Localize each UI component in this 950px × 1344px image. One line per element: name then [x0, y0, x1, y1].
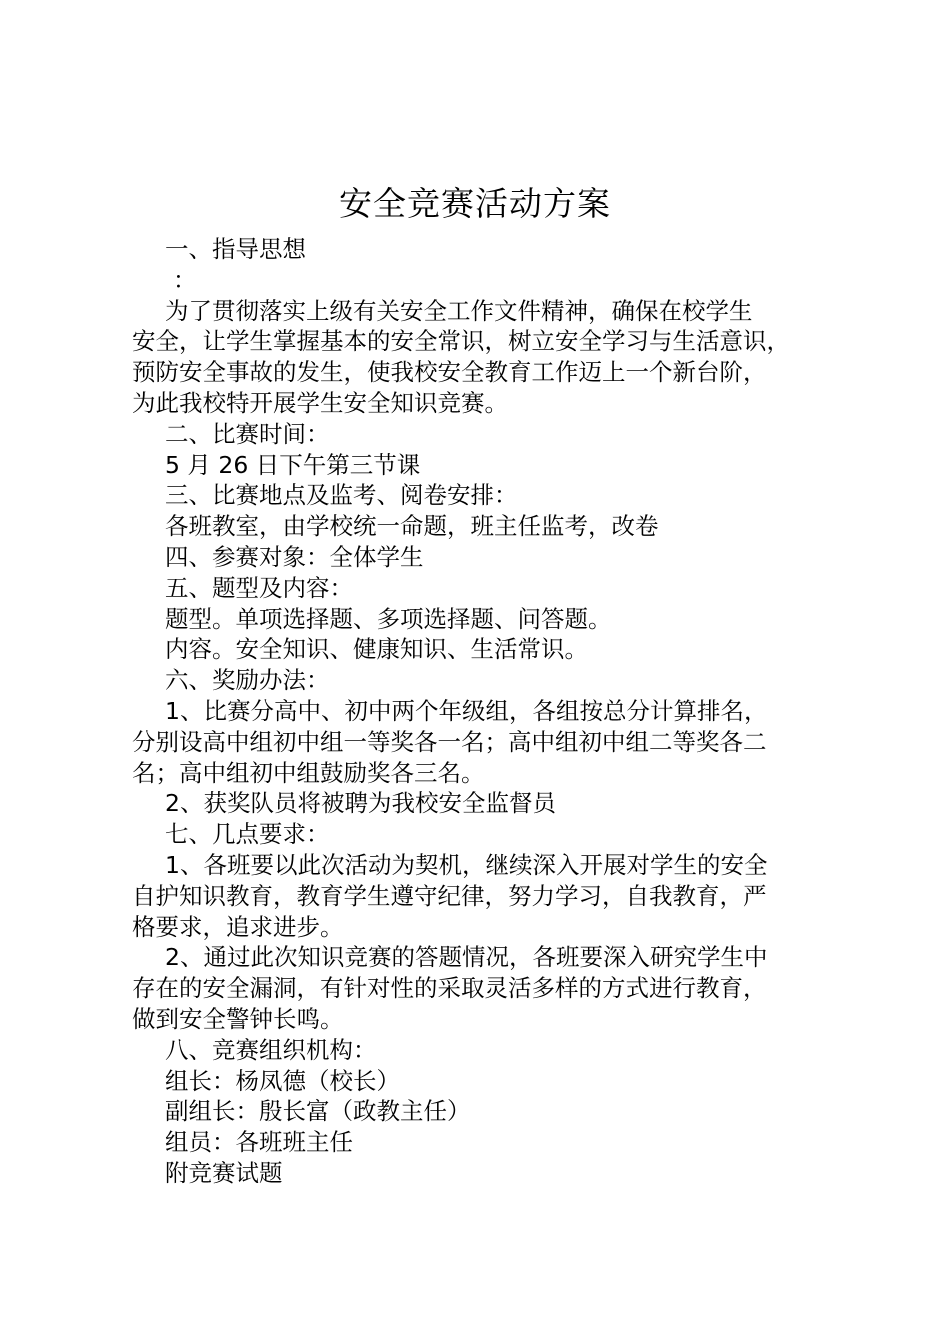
paragraph-line: 格要求，追求进步。 — [132, 912, 344, 941]
paragraph-line: 为此我校特开展学生安全知识竞赛。 — [132, 388, 508, 417]
paragraph-line: 副组长：殷长富（政教主任） — [165, 1097, 471, 1126]
paragraph-line: 5 月 26 日下午第三节课 — [165, 450, 421, 479]
paragraph-line: 三、比赛地点及监考、阅卷安排： — [165, 481, 518, 510]
paragraph-line: 2、通过此次知识竞赛的答题情况，各班要深入研究学生中 — [165, 943, 768, 972]
paragraph-line: 名；高中组初中组鼓励奖各三名。 — [132, 758, 485, 787]
paragraph-line: 组员：各班班主任 — [165, 1128, 353, 1157]
paragraph-line: 各班教室，由学校统一命题，班主任监考，改卷 — [165, 512, 659, 541]
document-title: 安全竞赛活动方案 — [339, 184, 611, 223]
paragraph-line: 做到安全警钟长鸣。 — [132, 1004, 344, 1033]
paragraph-line: 一、指导思想 — [165, 235, 306, 263]
document-body — [132, 234, 852, 1189]
paragraph-line: 四、参赛对象：全体学生 — [165, 542, 424, 571]
paragraph-line: 分别设高中组初中组一等奖各一名；高中组初中组二等奖各二 — [132, 727, 767, 756]
paragraph-line: 存在的安全漏洞，有针对性的采取灵活多样的方式进行教育， — [132, 974, 767, 1003]
paragraph-line: 内容。安全知识、健康知识、生活常识。 — [165, 635, 588, 664]
paragraph-line: 题型。单项选择题、多项选择题、问答题。 — [165, 604, 612, 633]
paragraph-line: 二、比赛时间： — [165, 419, 330, 448]
paragraph-line: ： — [173, 265, 197, 294]
paragraph-line: 七、几点要求： — [165, 820, 330, 849]
paragraph-line: 自护知识教育，教育学生遵守纪律，努力学习，自我教育，严 — [132, 881, 767, 910]
paragraph-line: 八、竞赛组织机构： — [165, 1035, 377, 1064]
paragraph-line: 组长：杨凤德（校长） — [165, 1066, 400, 1095]
paragraph-line: 六、奖励办法： — [165, 666, 330, 695]
paragraph-line: 预防安全事故的发生，使我校安全教育工作迈上一个新台阶， — [132, 358, 767, 387]
paragraph-line: 1、比赛分高中、初中两个年级组，各组按总分计算排名， — [165, 696, 768, 725]
paragraph-line: 2、获奖队员将被聘为我校安全监督员 — [165, 789, 556, 818]
paragraph-line: 为了贯彻落实上级有关安全工作文件精神，确保在校学生 — [165, 296, 753, 325]
paragraph-line: 安全，让学生掌握基本的安全常识，树立安全学习与生活意识， — [132, 327, 790, 356]
paragraph-line: 1、各班要以此次活动为契机，继续深入开展对学生的安全 — [165, 850, 768, 879]
paragraph-line: 五、题型及内容： — [165, 573, 353, 602]
paragraph-line: 附竞赛试题 — [165, 1158, 283, 1187]
